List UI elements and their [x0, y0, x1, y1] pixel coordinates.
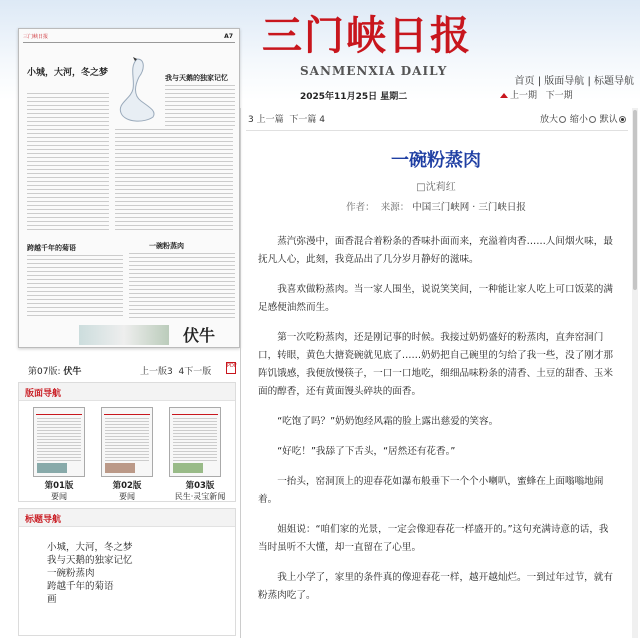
title-link[interactable]: 小城，大河，冬之梦	[47, 542, 133, 553]
prev-issue-label: 上一期	[510, 91, 538, 101]
article-nav	[248, 112, 325, 125]
nav-sep: |	[584, 76, 594, 87]
issue-switch	[500, 88, 573, 101]
page-thumb-01[interactable]	[33, 407, 85, 477]
thumb-painting	[79, 325, 169, 345]
title-list	[19, 527, 235, 606]
up-arrow-icon	[500, 93, 508, 98]
thumb-headline-1[interactable]: 小城，大河，冬之梦	[27, 68, 109, 78]
title-link[interactable]: 我与天鹅的独家记忆	[47, 555, 133, 566]
page-num: 第03版	[185, 481, 215, 491]
masthead-logo-en: SANMENXIA DAILY	[300, 64, 448, 78]
paragraph: 第一次吃粉蒸肉，还是刚记事的时候。我接过奶奶盛好的粉蒸肉，直奔窑洞门口，转眼，黄色大搪瓷碗就见底了……奶奶把自己碗里的匀给了我一些，没了刚才那阵饥饿感，我便放慢筷子，一口一口地吃，细细品味粉条的清香、土豆的甜香、玉米面的醇香，还有黄面馒头碎块的面香。	[258, 332, 613, 397]
swan-illustration	[115, 55, 159, 125]
page-label-02[interactable]	[97, 479, 157, 502]
paragraph: 我喜欢做粉蒸肉。当一家人围坐，说说笑笑间，一种能让家人吃上可口饭菜的满足感便油然而生。	[258, 284, 613, 313]
title-link[interactable]: 跨越千年的菊语	[47, 581, 114, 592]
page-thumb-02[interactable]	[101, 407, 153, 477]
masthead-logo[interactable]: 三门峡日报	[262, 12, 472, 59]
meta-source-site: 中国三门峡网 · 三门峡日报	[412, 202, 526, 213]
top-nav	[515, 72, 634, 87]
title-nav-panel	[18, 508, 236, 636]
page-name: 要闻	[51, 492, 67, 501]
thumb-section-title: 伏牛	[183, 326, 216, 345]
prev-article-link[interactable]: 3 上一篇	[248, 115, 284, 125]
issue-date: 2025年11月25日 星期二	[300, 92, 408, 102]
zoom-out-radio[interactable]	[589, 116, 596, 123]
meta-source-label: 来源：	[380, 202, 410, 213]
layout-nav-panel	[18, 382, 236, 502]
article-title: 一碗粉蒸肉	[391, 150, 481, 171]
article-author: □沈莉红	[416, 182, 456, 193]
page-label-01[interactable]	[29, 479, 89, 502]
paragraph: 姐姐说：“咱们家的光景，一定会像迎春花一样盛开的。”这句充满诗意的话，我当时虽听不大懂，却一直留在了心里。	[258, 524, 609, 553]
next-version-link[interactable]: 4下一版	[178, 367, 212, 377]
layout-nav-title: 版面导航	[19, 383, 235, 401]
title-link[interactable]: 画	[47, 594, 57, 605]
page-num: 第01版	[44, 481, 74, 491]
zoom-controls	[540, 112, 627, 125]
thumb-text-block	[129, 253, 235, 319]
version-number: 第07版:	[28, 367, 61, 377]
scrollbar[interactable]	[632, 108, 638, 638]
article-body	[258, 233, 618, 617]
page-name: 民生·灵宝新闻	[174, 492, 226, 501]
zoom-out-label: 缩小	[569, 115, 588, 125]
zoom-default-radio[interactable]	[619, 116, 626, 123]
thumb-logo: 三门峡日报	[23, 34, 49, 40]
page-thumbnail[interactable]	[18, 28, 240, 348]
nav-layout-link[interactable]: 版面导航	[544, 76, 585, 87]
scrollbar-thumb[interactable]	[633, 110, 637, 290]
paragraph: 我上小学了，家里的条件真的像迎春花一样，越开越灿烂。一到过年过节，就有粉蒸肉吃了。	[258, 572, 613, 601]
nav-sep: |	[534, 76, 545, 87]
version-nav	[140, 364, 211, 377]
page-num: 第02版	[112, 481, 142, 491]
zoom-default-label: 默认	[599, 115, 618, 125]
page-label-03[interactable]	[165, 479, 235, 502]
zoom-in-radio[interactable]	[559, 116, 566, 123]
version-name: 伏牛	[63, 367, 82, 377]
paragraph: 一抬头，窑洞顶上的迎春花如瀑布般垂下一个个小喇叭，蜜蜂在上面嗡嗡地闹着。	[258, 476, 604, 505]
thumb-headline-2[interactable]: 我与天鹅的独家记忆	[165, 74, 228, 82]
nav-title-link[interactable]: 标题导航	[594, 76, 634, 87]
title-nav-title: 标题导航	[19, 509, 235, 527]
next-issue-button[interactable]: 下一期	[545, 91, 573, 101]
paragraph: “好吃！”我舔了下舌头，“居然还有花香。”	[277, 446, 456, 457]
thumb-masthead	[23, 33, 235, 43]
paragraph: 蒸汽弥漫中，面香混合着粉条的香味扑面而来，充溢着肉香……人间烟火味，最抚凡人心，此刻，我竟品出了几分岁月静好的滋味。	[258, 236, 613, 265]
thumb-page-num: A7	[224, 33, 233, 40]
version-label	[28, 364, 81, 377]
divider	[246, 130, 628, 131]
thumb-headline-3[interactable]: 跨越千年的菊语	[27, 244, 76, 252]
prev-issue-button[interactable]	[500, 91, 537, 101]
paragraph: “吃饱了吗？”奶奶饱经风霜的脸上露出慈爱的笑容。	[277, 416, 499, 427]
pdf-icon[interactable]: PDF	[226, 362, 236, 374]
page-thumb-03[interactable]	[169, 407, 221, 477]
article-meta	[240, 199, 632, 213]
thumb-text-block	[27, 93, 109, 233]
thumb-headline-4[interactable]: 一碗粉蒸肉	[149, 242, 184, 250]
title-link[interactable]: 一碗粉蒸肉	[47, 568, 95, 579]
next-article-link[interactable]: 下一篇 4	[289, 115, 325, 125]
page-name: 要闻	[119, 492, 135, 501]
thumb-text-block	[165, 85, 235, 129]
prev-version-link[interactable]: 上一版3	[140, 367, 173, 377]
nav-home-link[interactable]: 首页	[514, 76, 535, 87]
thumb-text-block	[115, 129, 233, 233]
thumb-text-block	[27, 255, 123, 319]
meta-author-label: 作者：	[346, 202, 375, 213]
zoom-in-label: 放大	[540, 115, 559, 125]
